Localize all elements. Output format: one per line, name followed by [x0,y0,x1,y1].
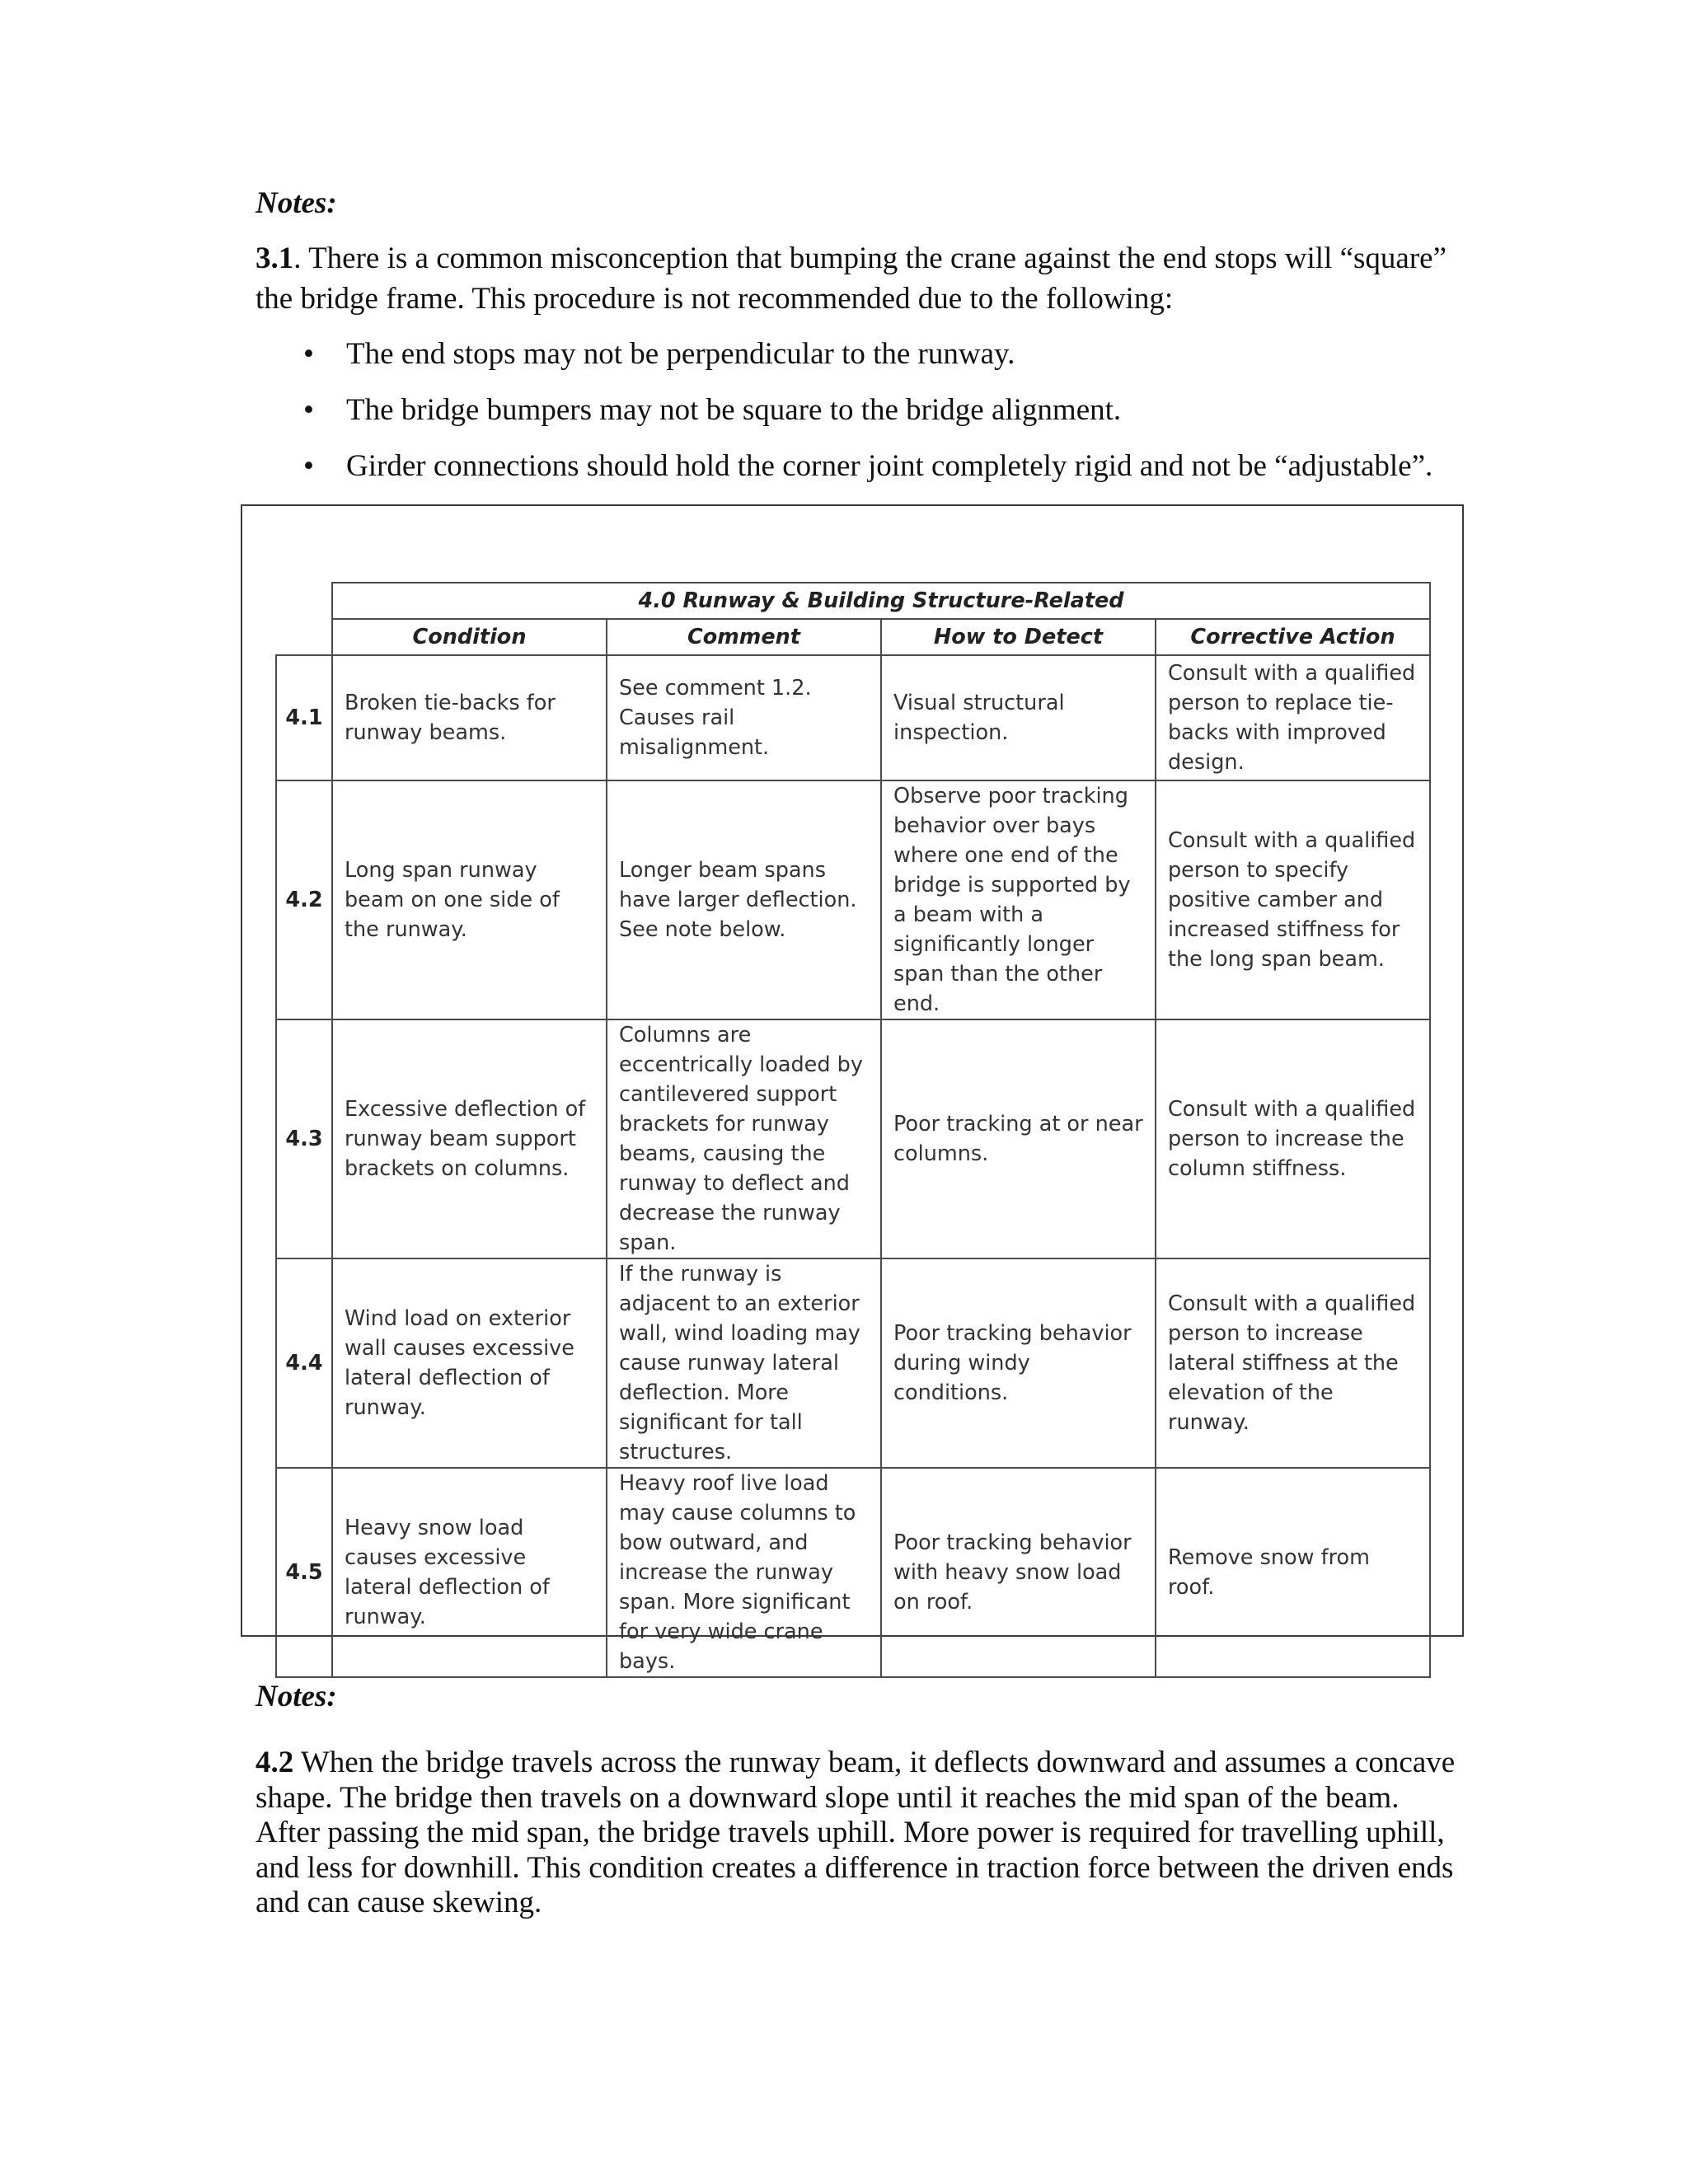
notes-section-bottom [256,1676,1459,1921]
bullet-icon: • [303,337,314,371]
list-item-text: Girder connections should hold the corner joint completely rigid and not be “adjustable”. [346,449,1433,483]
table-row [276,1019,1430,1258]
cell-action: Consult with a qualified person to increase lateral stiffness at the elevation of the runway. [1156,1258,1430,1468]
column-header-how-to-detect: How to Detect [881,619,1156,655]
notes-heading: Notes: [256,186,337,220]
cell-comment: Heavy roof live load may cause columns to bow outward, and increase the runway span. More significant for very wide crane bays. [607,1468,881,1677]
table-row [276,655,1430,780]
bullet-icon: • [303,393,314,427]
cell-condition: Broken tie-backs for runway beams. [332,655,607,780]
table-title-row [276,583,1430,619]
row-id: 4.1 [276,655,332,780]
table-row [276,1258,1430,1468]
cell-condition: Wind load on exterior wall causes excessive lateral deflection of runway. [332,1258,607,1468]
paragraph-text: . There is a common misconception that bumping the crane against the end stops will “square” the bridge frame. This procedure is not recommended due to the following: [256,241,1447,316]
column-header-corrective-action: Corrective Action [1156,619,1430,655]
list-item [256,446,1459,502]
row-id: 4.4 [276,1258,332,1468]
paragraph-text: When the bridge travels across the runway beam, it deflects downward and assumes a concave shape. The bridge then travels on a downward slope until it reaches the mid span of the beam. After passing the mid span, the bridge travels uphill. More power is required for travelling uphill, and less for downhill. This condition creates a difference in traction force between the driven ends and can cause skewing. [256,1746,1456,1919]
row-id: 4.3 [276,1019,332,1258]
table-row [276,1468,1430,1677]
table-figure [241,504,1464,1674]
blank-corner [276,619,332,655]
cell-comment: Columns are eccentrically loaded by cantilevered support brackets for runway beams, causing the runway to deflect and decrease the runway span. [607,1019,881,1258]
blank-corner [276,583,332,619]
table-title: 4.0 Runway & Building Structure-Related [332,583,1430,619]
paragraph-3-1 [256,238,1459,319]
cell-detect: Visual structural inspection. [881,655,1156,780]
cell-condition: Excessive deflection of runway beam support brackets on columns. [332,1019,607,1258]
cell-action: Consult with a qualified person to replace tie-backs with improved design. [1156,655,1430,780]
runway-structure-table [275,582,1431,1678]
table-header-row [276,619,1430,655]
cell-action: Consult with a qualified person to increase the column stiffness. [1156,1019,1430,1258]
cell-detect: Poor tracking behavior during windy conditions. [881,1258,1156,1468]
cell-detect: Observe poor tracking behavior over bays where one end of the bridge is supported by a beam with a significantly longer span than the other end. [881,780,1156,1019]
cell-condition: Heavy snow load causes excessive lateral deflection of runway. [332,1468,607,1677]
cell-action: Consult with a qualified person to specify positive camber and increased stiffness for the long span beam. [1156,780,1430,1019]
row-id: 4.5 [276,1468,332,1677]
paragraph-number: 4.2 [256,1746,294,1779]
column-header-comment: Comment [607,619,881,655]
cell-comment: See comment 1.2. Causes rail misalignment. [607,655,881,780]
bullet-icon: • [303,449,314,483]
column-header-condition: Condition [332,619,607,655]
cell-condition: Long span runway beam on one side of the runway. [332,780,607,1019]
list-item [256,390,1459,446]
notes-section-top [256,183,1459,502]
list-item-text: The end stops may not be perpendicular to the runway. [346,337,1015,371]
cell-comment: Longer beam spans have larger deflection. See note below. [607,780,881,1019]
row-id: 4.2 [276,780,332,1019]
paragraph-4-2 [256,1746,1459,1921]
paragraph-number: 3.1 [256,241,294,275]
cell-detect: Poor tracking at or near columns. [881,1019,1156,1258]
cell-detect: Poor tracking behavior with heavy snow load on roof. [881,1468,1156,1677]
cell-action: Remove snow from roof. [1156,1468,1430,1677]
list-item [256,334,1459,390]
list-item-text: The bridge bumpers may not be square to the bridge alignment. [346,393,1122,427]
notes-heading: Notes: [256,1680,337,1713]
bullet-list [256,334,1459,502]
table-row [276,780,1430,1019]
cell-comment: If the runway is adjacent to an exterior wall, wind loading may cause runway lateral deflection. More significant for tall structures. [607,1258,881,1468]
